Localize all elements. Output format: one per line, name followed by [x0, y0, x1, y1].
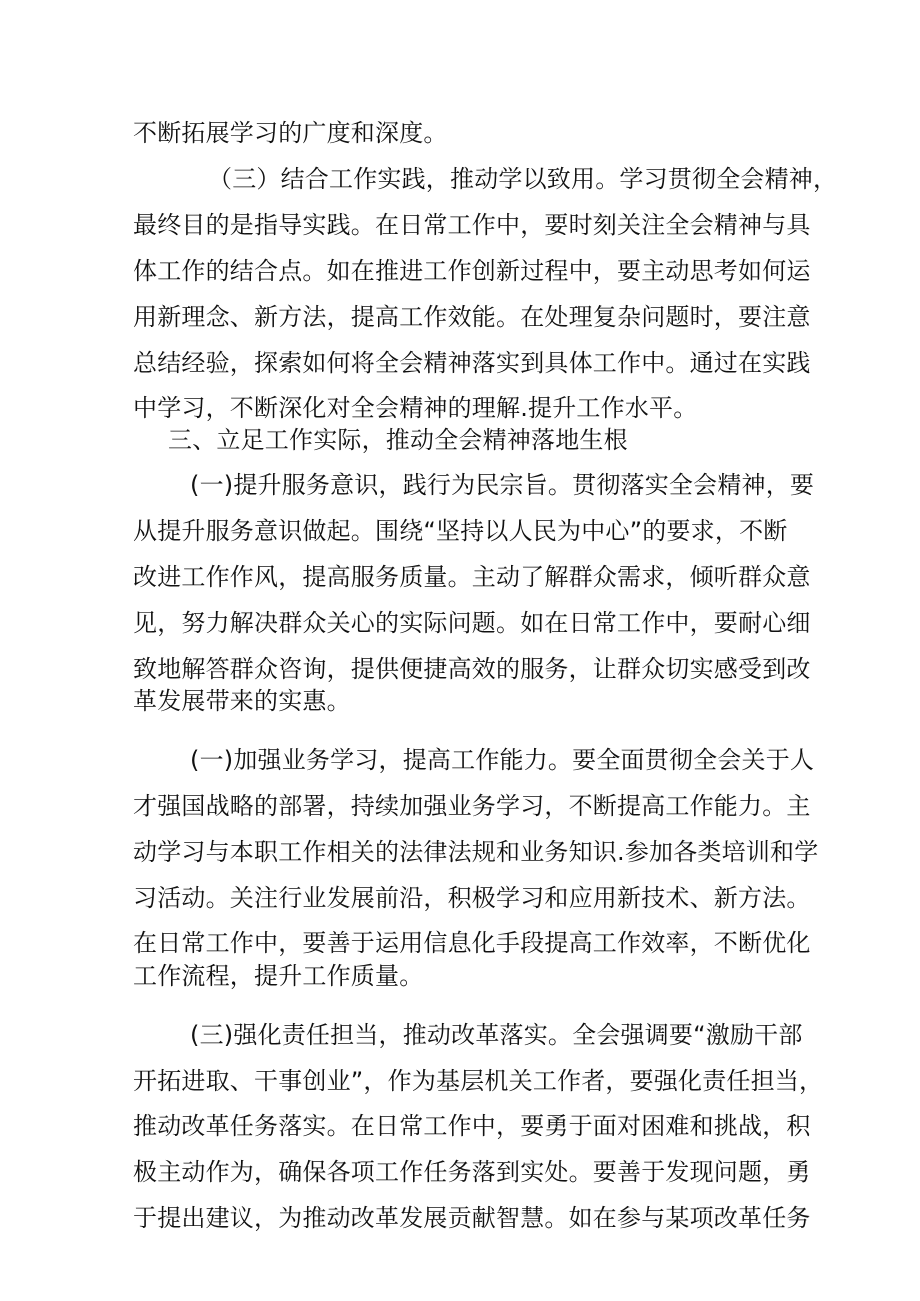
subsection-heading-line: (一)加强业务学习，提高工作能力。要全面贯彻全会关于人 — [190, 746, 815, 774]
text-line: 动学习与本职工作相关的法律法规和业务知识.参加各类培训和学 — [133, 838, 819, 866]
section-heading: 三、立足工作实际，推动全会精神落地生根 — [168, 426, 628, 454]
text-line: 改进工作作风，提高服务质量。主动了解群众需求，倾听群众意 — [133, 563, 811, 591]
text-line: 见，努力解决群众关心的实际问题。如在日常工作中，要耐心细 — [133, 609, 811, 637]
text-line: 革发展带来的实惠。 — [133, 687, 351, 715]
text-line: 中学习，不断深化对全会精神的理解.提升工作水平。 — [133, 394, 698, 422]
text-line: 才强国战略的部署，持续加强业务学习，不断提高工作能力。主 — [133, 792, 811, 820]
subsection-heading-line: （三）结合工作实践，推动学以致用。学习贯彻全会精神， — [208, 165, 838, 193]
subsection-heading-line: (三)强化责任担当，推动改革落实。全会强调要“激励干部 — [190, 1021, 803, 1049]
text-line: 体工作的结合点。如在推进工作创新过程中，要主动思考如何运 — [133, 257, 811, 285]
text-line: 从提升服务意识做起。围绕“坚持以人民为中心”的要求，不断 — [133, 517, 788, 545]
text-line: 总结经验，探索如何将全会精神落实到具体工作中。通过在实践 — [133, 349, 811, 377]
text-line: 推动改革任务落实。在日常工作中，要勇于面对困难和挑战，积 — [133, 1112, 811, 1140]
text-line: 开拓进取、干事创业”，作为基层机关工作者，要强化责任担当， — [133, 1067, 824, 1095]
text-line: 工作流程，提升工作质量。 — [133, 962, 424, 990]
subsection-heading-line: (一)提升服务意识，践行为民宗旨。贯彻落实全会精神，要 — [190, 471, 815, 499]
text-line: 用新理念、新方法，提高工作效能。在处理复杂问题时，要注意 — [133, 303, 811, 331]
text-line: 最终目的是指导实践。在日常工作中，要时刻关注全会精神与具 — [133, 211, 811, 239]
text-line: 不断拓展学习的广度和深度。 — [133, 119, 448, 147]
text-line: 致地解答群众咨询，提供便捷高效的服务，让群众切实感受到改 — [133, 655, 811, 683]
text-line: 在日常工作中，要善于运用信息化手段提高工作效率，不断优化 — [133, 929, 811, 957]
text-line: 极主动作为，确保各项工作任务落到实处。要善于发现问题，勇 — [133, 1158, 811, 1186]
text-line: 于提出建议，为推动改革发展贡献智慧。如在参与某项改革任务 — [133, 1204, 811, 1232]
text-line: 习活动。关注行业发展前沿，积极学习和应用新技术、新方法。 — [133, 884, 811, 912]
